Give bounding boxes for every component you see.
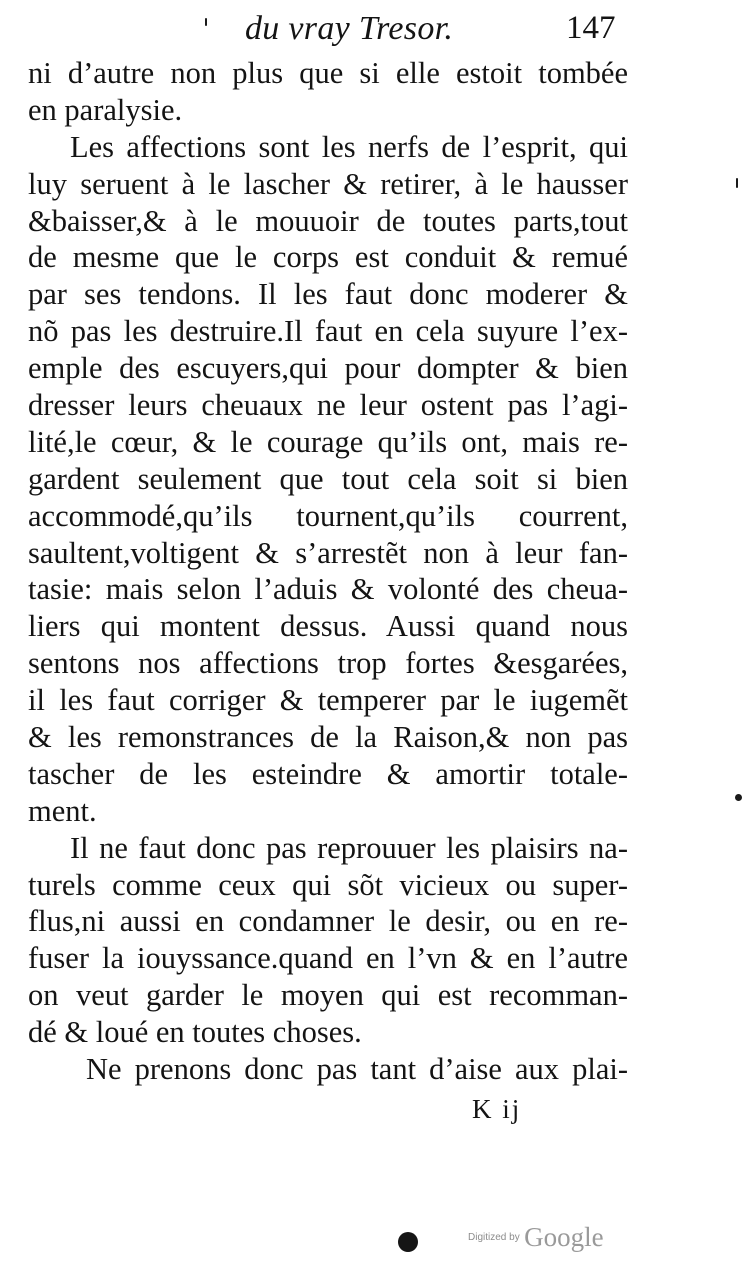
text-line: dresser leurs cheuaux ne leur ostent pas l’agi- (28, 388, 628, 423)
text-line: lité,le cœur, & le courage qu’ils ont, mais re- (28, 424, 628, 459)
text-line: & les remonstrances de la Raison,& non pas (28, 720, 628, 755)
text-line: gardent seulement que tout cela soit si bien (28, 461, 628, 496)
text-line: turels comme ceux qui sõt vicieux ou super- (28, 867, 628, 902)
text-line: Les affections sont les nerfs de l’esprit, qui (70, 129, 628, 164)
text-line: de mesme que le corps est conduit & remué (28, 240, 628, 275)
text-line: ment. (28, 793, 97, 828)
text-line: nõ pas les destruire.Il faut en cela suyure l’ex- (28, 314, 628, 349)
text-line: il les faut corriger & temperer par le iugemẽt (28, 683, 628, 718)
watermark-prefix: Digitized by (468, 1232, 520, 1243)
ink-blot (398, 1232, 418, 1252)
text-line: ni d’autre non plus que si elle estoit tombée (28, 56, 628, 90)
page-number: 147 (566, 10, 616, 46)
text-line: liers qui montent dessus. Aussi quand nous (28, 609, 628, 644)
ink-speck (736, 178, 738, 188)
text-line: saultent,voltigent & s’arrestẽt non à leur fan- (28, 535, 628, 570)
ink-speck (205, 18, 207, 26)
text-line: en paralysie. (28, 92, 183, 127)
text-line: dé & loué en toutes choses. (28, 1015, 362, 1050)
text-line: &baisser,& à le mouuoir de toutes parts,tout (28, 203, 628, 238)
text-line: fuser la iouyssance.quand en l’vn & en l’autre (28, 941, 628, 976)
text-line: Ne prenons donc pas tant d’aise aux plai- (86, 1052, 628, 1087)
ink-speck (735, 794, 742, 801)
text-line: tasie: mais selon l’aduis & volonté des cheua- (28, 572, 628, 607)
text-line: accommodé,qu’ils tournent,qu’ils courrent, (28, 498, 628, 533)
text-line: par ses tendons. Il les faut donc moderer & (28, 277, 628, 312)
running-title: du vray Tresor. (245, 10, 454, 47)
text-line: sentons nos affections trop fortes &esgarées, (28, 646, 628, 681)
page-header (0, 10, 755, 50)
text-line: tascher de les esteindre & amortir totale- (28, 756, 628, 791)
text-line: luy seruent à le lascher & retirer, à le hausser (28, 166, 628, 201)
text-line: Il ne faut donc pas reprouuer les plaisirs na- (70, 830, 628, 865)
text-line: on veut garder le moyen qui est recomman- (28, 978, 628, 1013)
google-logo: Google (524, 1222, 604, 1252)
body-text (28, 55, 628, 1088)
text-line: flus,ni aussi en condamner le desir, ou en re- (28, 904, 628, 939)
signature-mark: K ij (472, 1094, 522, 1124)
text-line: emple des escuyers,qui pour dompter & bien (28, 351, 628, 386)
digitized-watermark (468, 1222, 604, 1253)
